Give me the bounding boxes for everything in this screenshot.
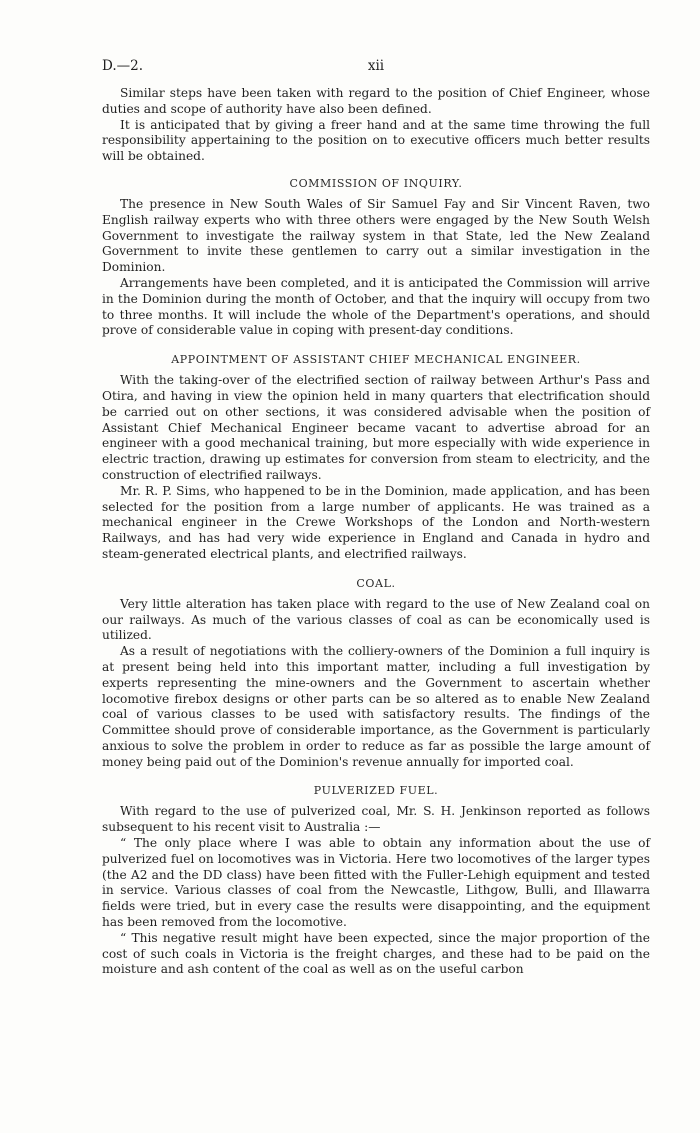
paragraph: Mr. R. P. Sims, who happened to be in the Dominion, made application, and has been selected for the position from a large number of applicants. He was trained as a mechanical engineer in the Crewe Workshops of the London and North-western Railways, and has had very wide experience in England and Canada in hydro and steam-generated electrical plants, and electrified railways.	[102, 483, 650, 561]
section-heading-appointment: APPOINTMENT OF ASSISTANT CHIEF MECHANICAL ENGINEER.	[171, 353, 581, 367]
paragraph: Arrangements have been completed, and it is anticipated the Commission will arrive in the Dominion during the month of October, and that the inquiry will occupy from two to three months. It will include the whole of the Department's operations, and should prove of considerable value in coping with present-day conditions.	[102, 275, 650, 338]
paragraph: With the taking-over of the electrified section of railway between Arthur's Pass and Otira, and having in view the opinion held in many quarters that electrification should be carried out on other sections, it was considered advisable when the position of Assistant Chief Mechanical Engineer became vacant to advertise abroad for an engineer with a good mechanical training, but more especially with wide experience in electric traction, drawing up estimates for conversion from steam to electricity, and the construction of electrified railways.	[102, 373, 650, 482]
paragraph: The presence in New South Wales of Sir Samuel Fay and Sir Vincent Raven, two English railway experts who with three others were engaged by the New South Welsh Government to investigate the railway system in that State, led the New Zealand Government to invite these gentlemen to carry out a similar investigation in the Dominion.	[102, 196, 650, 275]
paragraph: As a result of negotiations with the colliery-owners of the Dominion a full inquiry is at present being held into this important matter, including a full investigation by experts representing the mine-owners and the Government to ascertain whether locomotive firebox designs or other parts can be so altered as to enable New Zealand coal of various classes to be used with satisfactory results. The findings of the Committee should prove of considerable importance, as the Government is particularly anxious to solve the problem in order to reduce as far as possible the large amount of money being paid out of the Dominion's revenue annually for imported coal.	[102, 644, 650, 769]
page-number: xii	[367, 58, 385, 74]
paragraph: It is anticipated that by giving a freer hand and at the same time throwing the full responsibility appertaining to the position on to executive officers much better results will be obtained.	[102, 117, 650, 164]
paragraph: With regard to the use of pulverized coal, Mr. S. H. Jenkinson reported as follows subsequent to his recent visit to Australia :—	[102, 804, 650, 835]
paragraph: “ The only place where I was able to obtain any information about the use of pulverized fuel on locomotives was in Victoria. Here two locomotives of the larger types (the A2 and the DD class) have been fitted with the Fuller-Lehigh equipment and tested in service. Various classes of coal from the Newcastle, Lithgow, Bulli, and Illawarra fields were tried, but in every case the results were disappointing, and the equipment has been removed from the locomotive.	[102, 836, 650, 930]
section-heading-commission: COMMISSION OF INQUIRY.	[289, 176, 463, 190]
paragraph: “ This negative result might have been expected, since the major proportion of the cost of such coals in Victoria is the freight charges, and these had to be paid on the moisture and ash content of the coal as well as on the useful carbon	[102, 930, 650, 977]
paragraph: Very little alteration has taken place with regard to the use of New Zealand coal on our railways. As much of the various classes of coal as can be economically used is utilized.	[102, 596, 650, 643]
document-reference: D.—2.	[102, 58, 144, 74]
paragraph: Similar steps have been taken with regard to the position of Chief Engineer, whose duties and scope of authority have also been defined.	[102, 86, 650, 116]
page-header	[102, 58, 650, 80]
section-heading-coal: COAL.	[356, 576, 396, 590]
section-heading-pulverized-fuel: PULVERIZED FUEL.	[313, 784, 439, 798]
